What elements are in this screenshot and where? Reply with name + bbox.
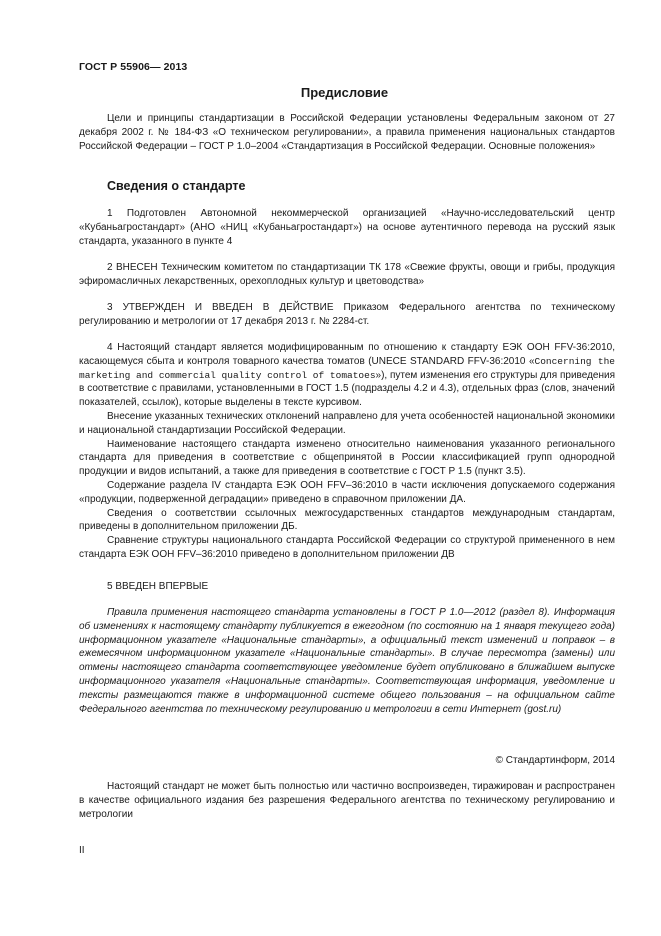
reproduction-notice-text: Настоящий стандарт не может быть полностью или частично воспроизведен, тиражирован и распространен в качестве официального издания без разрешения Федерального агентства по техническому регулированию и метрологии <box>79 781 615 820</box>
info-item-2-text: 2 ВНЕСЕН Техническим комитетом по стандартизации ТК 178 «Свежие фрукты, овощи и грибы, продукция эфиромасличных лекарственных, орехоплодных культур и цветоводства» <box>79 262 615 287</box>
reproduction-notice-block <box>79 780 615 821</box>
info-item-4 <box>79 341 615 562</box>
info-item-4-text-a: 4 Настоящий стандарт является модифицированным по отношению к стандарту ЕЭК ООН FFV-36:2010, касающемуся сбыта и контроля товарного качества томатов (UNECE STANDARD FFV-36:2010 « <box>79 342 615 367</box>
info-item-4-para-4: Содержание раздела IV стандарта ЕЭК ООН FFV–36:2010 в части исключения допускаемого содержания «продукции, подверженной деградации» приведено в справочном приложении ДА. <box>79 479 615 505</box>
preface-title-text: Предисловие <box>300 85 389 100</box>
info-item-4-para-6: Сравнение структуры национального стандарта Российской Федерации со структурой примененного в нем стандарта ЕЭК ООН FFV–36:2010 приведено в дополнительном приложении ДВ <box>79 535 615 560</box>
info-section-title: Сведения о стандарте <box>107 179 246 193</box>
info-item-4-para-2: Внесение указанных технических отклонений направлено для учета особенностей национальной экономики и национальной стандартизации Российской Федерации. <box>79 410 615 436</box>
preface-text-block <box>79 112 615 153</box>
info-item-4-para-5: Сведения о соответствии ссылочных межгосударственных стандартов международным стандартам, приведены в дополнительном приложении ДБ. <box>79 507 615 533</box>
info-item-4-text-b: »), путем изменения его структуры для приведения в соответствие с правилами, установленными в ГОСТ 1.5 (подразделы 4.2 и 4.3), отдельных фраз (слов, значений показателей, ссылок), которые выделены в тексте курсивом. <box>79 369 615 409</box>
preface-paragraph: Цели и принципы стандартизации в Российской Федерации установлены Федеральным законом от 27 декабря 2002 г. № 184-ФЗ «О техническом регулировании», а правила применения национальных стандартов Российской Федерации – ГОСТ Р 1.0–2004 «Стандартизация в Российской Федерации. Основные положения» <box>79 113 615 152</box>
info-item-4-english-title: Concerning the marketing and commercial quality control of tomatoes <box>79 355 615 381</box>
page-number: II <box>79 845 85 856</box>
info-item-1-text: 1 Подготовлен Автономной некоммерческой организацией «Научно-исследовательский центр «Кубаньагростандарт» (АНО «НИЦ «Кубаньагростандарт») на основе аутентичного перевода на русский язык стандарта, указанного в пункте 4 <box>79 208 615 247</box>
info-item-5 <box>79 580 615 594</box>
copyright-line: © Стандартинформ, 2014 <box>495 755 615 766</box>
rules-notice-text: Правила применения настоящего стандарта установлены в ГОСТ Р 1.0—2012 (раздел 8). Информация об изменениях к настоящему стандарту публикуется в ежегодном (по состоянию на 1 января текущего года) информационном указателе «Национальные стандарты», а официальный текст изменений и поправок – в ежемесячном информационном указателе «Национальные стандарты». В случае пересмотра (замены) или отмены настоящего стандарта соответствующее уведомление будет опубликовано в ближайшем выпуске информационного указателя «Национальные стандарты». Соответствующая информация, уведомление и тексты размещаются также в информационной системе общего пользования – на официальном сайте Федерального агентства по техническому регулированию и метрологии в сети Интернет (gost.ru) <box>79 607 615 715</box>
info-item-1 <box>79 207 615 248</box>
info-item-2 <box>79 261 615 289</box>
preface-title <box>0 86 661 100</box>
document-header-id: ГОСТ Р 55906— 2013 <box>79 61 188 73</box>
info-item-3 <box>79 301 615 329</box>
rules-notice-block <box>79 606 615 716</box>
info-item-3-text: 3 УТВЕРЖДЕН И ВВЕДЕН В ДЕЙСТВИЕ Приказом Федерального агентства по техническому регулированию и метрологии от 17 декабря 2013 г. № 2284-ст. <box>79 302 615 327</box>
info-item-4-para-1 <box>79 341 615 410</box>
info-item-4-para-3: Наименование настоящего стандарта изменено относительно наименования указанного регионального стандарта для приведения в соответствие с общепринятой в России классификацией групп однородной продукции и видов испытаний, а также для приведения в соответствие с ГОСТ Р 1.5 (пункт 3.5). <box>79 438 615 478</box>
info-item-5-text: 5 ВВЕДЕН ВПЕРВЫЕ <box>107 581 209 592</box>
